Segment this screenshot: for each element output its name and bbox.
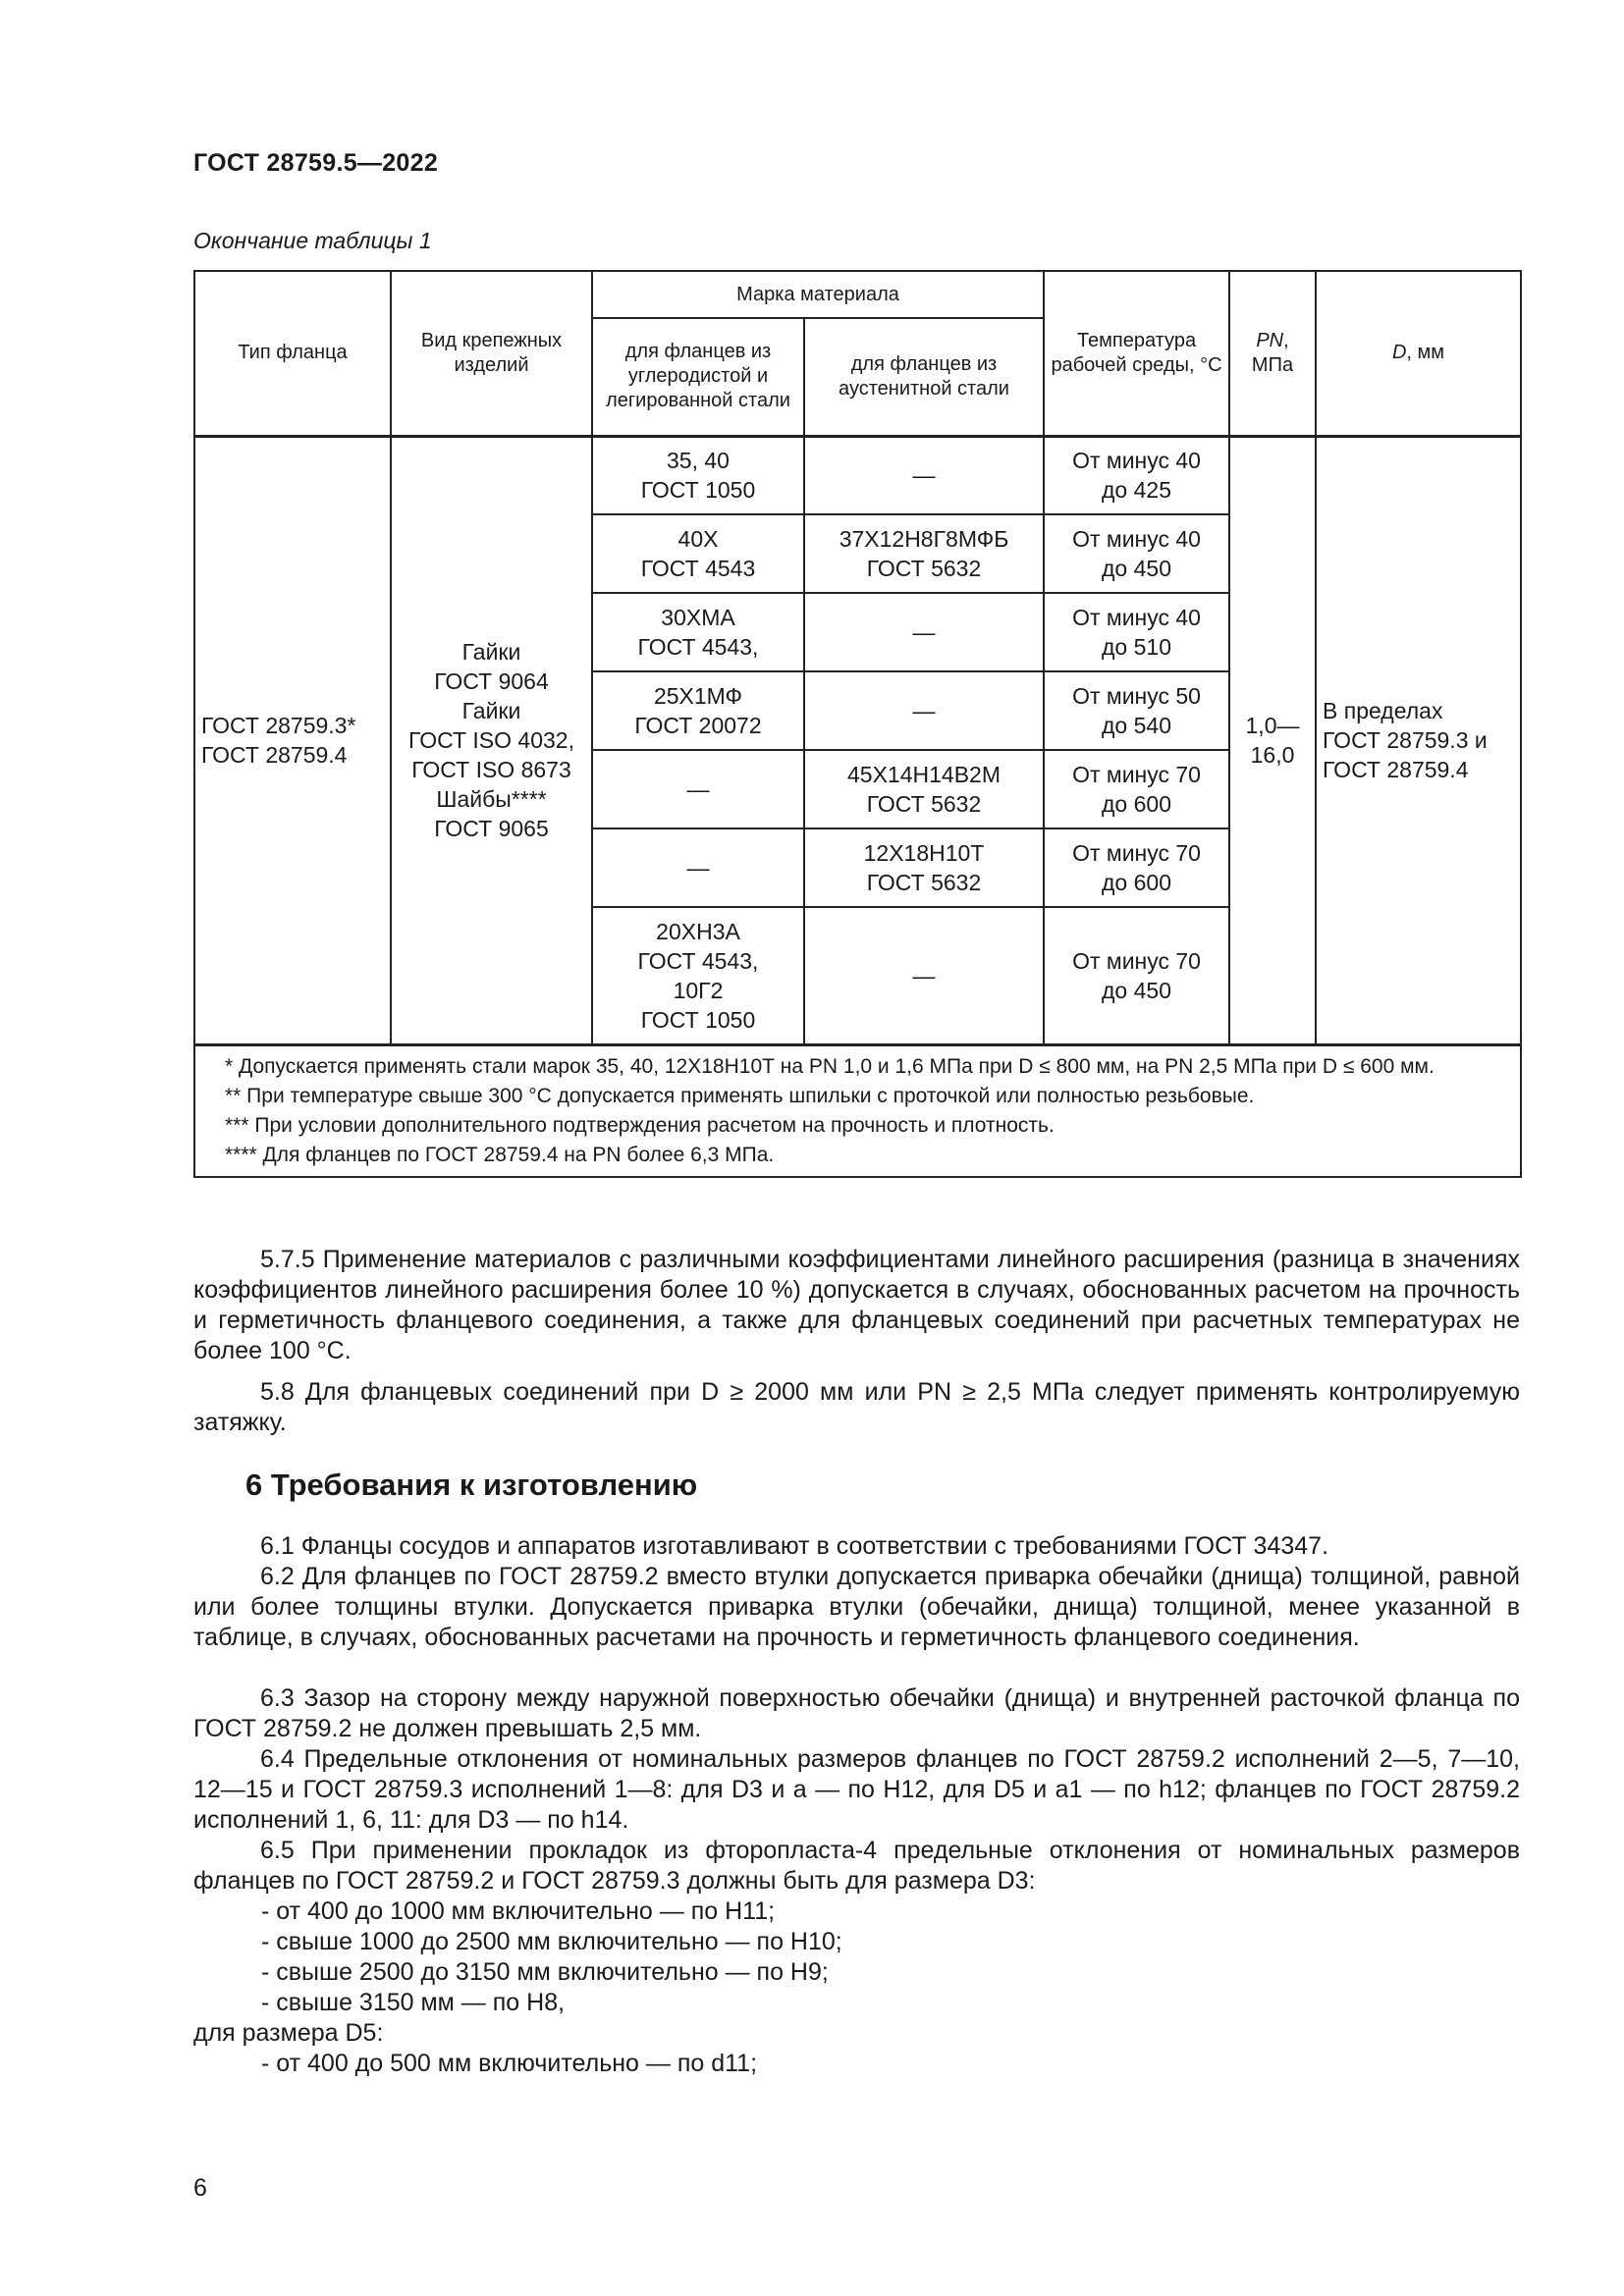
paragraph-6-1: 6.1 Фланцы сосудов и аппаратов изготавливают в соответствии с требованиями ГОСТ 34347. (260, 1532, 1329, 1560)
carbon-cell: — (592, 828, 804, 907)
table-notes (194, 1044, 1521, 1177)
temperature-cell: От минус 50 до 540 (1044, 671, 1229, 750)
col-header-temperature: Температура рабочей среды, °C (1044, 271, 1229, 436)
paragraph-5-8: 5.8 Для фланцевых соединений при D ≥ 2000 мм или PN ≥ 2,5 МПа следует применять контролируемую затяжку. (193, 1378, 1520, 1436)
austenitic-cell: 45Х14Н14В2М ГОСТ 5632 (804, 750, 1044, 828)
temperature-cell: От минус 40 до 425 (1044, 436, 1229, 514)
temperature-cell: От минус 70 до 600 (1044, 750, 1229, 828)
col-header-fasteners: Вид крепежных изделий (391, 271, 592, 436)
austenitic-cell: — (804, 907, 1044, 1044)
page-number: 6 (193, 2174, 207, 2202)
d5-intro: для размера D5: (193, 2019, 384, 2047)
col-header-carbon: для фланцев из углеродистой и легированной стали (592, 318, 804, 436)
carbon-cell: 40Х ГОСТ 4543 (592, 514, 804, 593)
temperature-cell: От минус 40 до 510 (1044, 593, 1229, 671)
austenitic-cell: 12Х18Н10Т ГОСТ 5632 (804, 828, 1044, 907)
list-item: - свыше 2500 до 3150 мм включительно — по Н9; (261, 1958, 829, 1986)
austenitic-cell: — (804, 671, 1044, 750)
carbon-cell: 30ХМА ГОСТ 4543, (592, 593, 804, 671)
list-item: - свыше 3150 мм — по Н8, (261, 1989, 566, 2016)
carbon-cell: 25Х1МФ ГОСТ 20072 (592, 671, 804, 750)
table-note-4: **** Для фланцев по ГОСТ 28759.4 на PN более 6,3 МПа. (225, 1143, 775, 1166)
table-row (194, 436, 1521, 514)
carbon-cell: 35, 40 ГОСТ 1050 (592, 436, 804, 514)
austenitic-cell: — (804, 436, 1044, 514)
col-header-pn: PN, МПа (1229, 271, 1316, 436)
flange-type-cell: ГОСТ 28759.3* ГОСТ 28759.4 (194, 436, 391, 1044)
col-header-austenitic: для фланцев из аустенитной стали (804, 318, 1044, 436)
d-cell: В пределах ГОСТ 28759.3 и ГОСТ 28759.4 (1316, 436, 1521, 1044)
austenitic-cell: — (804, 593, 1044, 671)
list-item: - свыше 1000 до 2500 мм включительно — по Н10; (261, 1928, 842, 1955)
col-header-d: D, мм (1316, 271, 1521, 436)
paragraph-6-5: 6.5 При применении прокладок из фторопласта-4 предельные отклонения от номинальных размеров фланцев по ГОСТ 28759.2 и ГОСТ 28759.3 должны быть для размера D3: (193, 1837, 1520, 1895)
temperature-cell: От минус 40 до 450 (1044, 514, 1229, 593)
list-item: - от 400 до 1000 мм включительно — по Н11; (261, 1897, 776, 1925)
col-header-type: Тип фланца (194, 271, 391, 436)
paragraph-5-7-5: 5.7.5 Применение материалов с различными коэффициентами линейного расширения (разница в значениях коэффициентов линейного расширения более 10 %) допускается в случаях, обоснованных расчетом на прочность и герметичность фланцевого соединения, а также для фланцевых соединений при расчетных температурах не более 100 °C. (193, 1246, 1520, 1364)
fasteners-cell: Гайки ГОСТ 9064 Гайки ГОСТ ISO 4032, ГОСТ ISO 8673 Шайбы**** ГОСТ 9065 (391, 436, 592, 1044)
table-caption: Окончание таблицы 1 (193, 228, 432, 253)
paragraph-6-4: 6.4 Предельные отклонения от номинальных размеров фланцев по ГОСТ 28759.2 исполнений 2—5, 7—10, 12—15 и ГОСТ 28759.3 исполнений 1—8: для D3 и a — по Н12, для D5 и a1 — по h12; фланцев по ГОСТ 28759.2 исполнений 1, 6, 11: для D3 — по h14. (193, 1745, 1520, 1834)
carbon-cell: — (592, 750, 804, 828)
document-header: ГОСТ 28759.5—2022 (193, 149, 439, 177)
temperature-cell: От минус 70 до 600 (1044, 828, 1229, 907)
section-heading: 6 Требования к изготовлению (245, 1468, 698, 1502)
carbon-cell: 20ХН3А ГОСТ 4543, 10Г2 ГОСТ 1050 (592, 907, 804, 1044)
col-header-material-group: Марка материала (592, 271, 1044, 318)
pn-cell: 1,0— 16,0 (1229, 436, 1316, 1044)
austenitic-cell: 37Х12Н8Г8МФБ ГОСТ 5632 (804, 514, 1044, 593)
table-note-1: * Допускается применять стали марок 35, 40, 12Х18Н10Т на PN 1,0 и 1,6 МПа при D ≤ 800 мм, на PN 2,5 МПа при D ≤ 600 мм. (225, 1054, 1435, 1078)
table-notes-row (194, 1044, 1521, 1177)
paragraph-6-3: 6.3 Зазор на сторону между наружной поверхностью обечайки (днища) и внутренней расточкой фланца по ГОСТ 28759.2 не должен превышать 2,5 мм. (193, 1684, 1520, 1742)
list-item: - от 400 до 500 мм включительно — по d11; (261, 2050, 758, 2077)
paragraph-6-2: 6.2 Для фланцев по ГОСТ 28759.2 вместо втулки допускается приварка обечайки (днища) толщиной, равной или более толщины втулки. Допускается приварка втулки (обечайки, днища) толщиной, менее указанной в таблице, в случаях, обоснованных расчетами на прочность и герметичность фланцевого соединения. (193, 1563, 1520, 1651)
materials-table (193, 270, 1522, 1178)
temperature-cell: От минус 70 до 450 (1044, 907, 1229, 1044)
table-note-3: *** При условии дополнительного подтверждения расчетом на прочность и плотность. (225, 1113, 1055, 1137)
table-note-2: ** При температуре свыше 300 °C допускается применять шпильки с проточкой или полностью резьбовые. (225, 1084, 1255, 1107)
